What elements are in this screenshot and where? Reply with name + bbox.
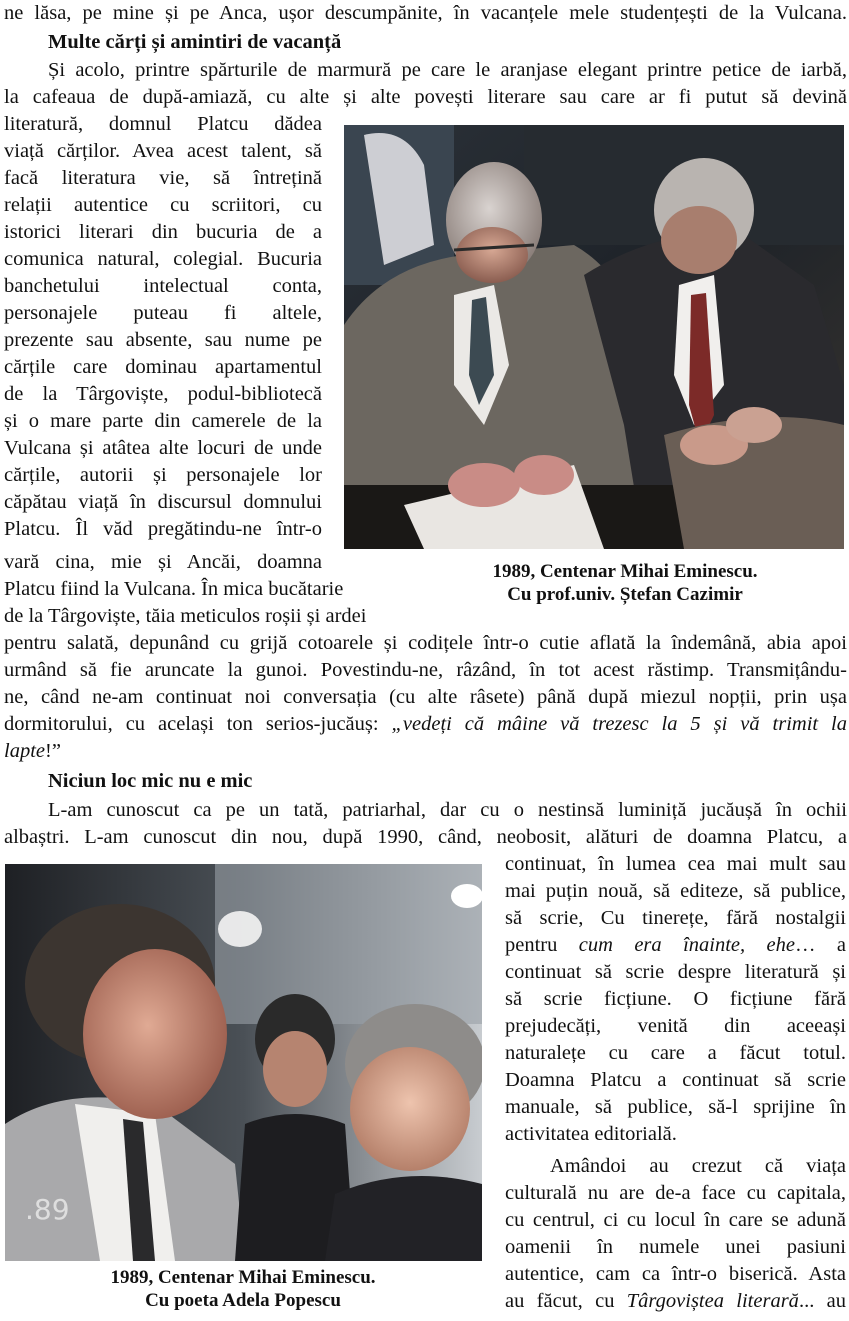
text-run: … a	[794, 934, 846, 956]
text-line: continuat, în lumea cea mai mult sau	[505, 853, 846, 875]
text-line: personajele puteau fi altele,	[4, 302, 322, 324]
text-run: au făcut, cu	[505, 1290, 627, 1312]
text-line: ne, când ne-am continuat noi conversația (cu alte râsete) până după miezul nopții, prin ușa	[4, 686, 847, 708]
text-line	[4, 738, 61, 764]
caption-line: 1989, Centenar Mihai Eminescu.	[492, 561, 758, 582]
text-line: manuale, să publice, să-l sprijine în	[505, 1096, 846, 1118]
text-line: mai puțin nouă, să editeze, să publice,	[505, 880, 846, 902]
text-line: căpătau viață în discursul domnului	[4, 491, 322, 513]
text-line	[505, 1288, 846, 1314]
text-line: relații autentice cu scriitori, cu	[4, 194, 322, 216]
text-line: istorici literari din bucuria de a	[4, 221, 322, 243]
section-heading: Niciun loc mic nu e mic	[48, 770, 253, 792]
section-heading: Multe cărți și amintiri de vacanță	[48, 31, 342, 53]
text-line: Platcu. Îl văd pregătindu-ne într-o	[4, 518, 322, 540]
photo-eminescu-centenary-popescu	[5, 864, 482, 1261]
quote-italic: lapte	[4, 740, 45, 762]
text-line: comunica natural, colegial. Bucuria	[4, 248, 322, 270]
caption-line: Cu poeta Adela Popescu	[145, 1290, 341, 1311]
photo-caption	[48, 1266, 438, 1312]
text-line: cu centrul, ci cu locul în care se adună	[505, 1209, 846, 1231]
text-run: pentru	[505, 934, 579, 956]
text-line: ne lăsa, pe mine și pe Anca, ușor descumpănite, în vacanțele mele studențești de la Vulcana.	[4, 2, 847, 24]
text-line: de la Târgoviște, podul-bibliotecă	[4, 383, 322, 405]
text-line: Vulcana și atâtea alte locuri de unde	[4, 437, 322, 459]
text-line: prezente sau absente, sau nume pe	[4, 329, 322, 351]
text-line: prejudecăți, venită din aceeași	[505, 1015, 846, 1037]
text-line: Și acolo, printre spărturile de marmură pe care le aranjase elegant printre petice de iarbă,	[48, 59, 847, 81]
text-line: cărțile care dominau apartamentul	[4, 356, 322, 378]
text-line: și o mare parte din camerele de la	[4, 410, 322, 432]
caption-line: Cu prof.univ. Ștefan Cazimir	[507, 584, 743, 605]
photo-eminescu-centenary-cazimir	[344, 125, 844, 549]
photo-caption	[430, 560, 820, 606]
text-line: Platcu fiind la Vulcana. În mica bucătarie	[4, 578, 344, 600]
text-line: să scrie, Cu tinerețe, fără nostalgii	[505, 907, 846, 929]
text-line: literatură, domnul Platcu dădea	[4, 113, 322, 135]
title-italic: Târgoviștea literară	[626, 1290, 799, 1312]
caption-line: 1989, Centenar Mihai Eminescu.	[110, 1267, 376, 1288]
text-run: ... au	[798, 1290, 846, 1312]
text-line	[505, 932, 846, 958]
text-line: la cafeaua de după-amiază, cu alte și alte povești literare sau care ar fi putut să devină	[4, 86, 847, 108]
quote-italic: „vedeți că mâine vă trezesc la 5 și vă trimit la	[391, 713, 847, 735]
text-line: albaștri. L-am cunoscut din nou, după 1990, când, neobosit, alături de doamna Platcu, a	[4, 826, 847, 848]
quote-italic: cum era înainte, ehe	[578, 934, 795, 956]
text-line: Amândoi au crezut că viața	[550, 1155, 846, 1177]
text-line: vară cina, mie și Ancăi, doamna	[4, 551, 322, 573]
text-line: facă literatura vie, să întrețină	[4, 167, 322, 189]
text-line: pentru salată, depunând cu grijă cotoarele și codițele într-o cutie aflată la îndemână, abia apoi	[4, 632, 847, 654]
text-line: autentice, cam ca într-o biserică. Asta	[505, 1263, 846, 1285]
text-line: naturalețe cu care a făcut totul.	[505, 1042, 846, 1064]
text-line	[4, 711, 847, 737]
text-line: Doamna Platcu a continuat să scrie	[505, 1069, 846, 1091]
text-line: oamenii în numele unei pasiuni	[505, 1236, 846, 1258]
text-line: urmând să fie aruncate la gunoi. Povestindu-ne, râzând, în tot acest răstimp. Transmițându-	[4, 659, 847, 681]
text-line: cărțile, autorii și personajele lor	[4, 464, 322, 486]
text-line: activitatea editorială.	[505, 1123, 677, 1145]
text-line: L-am cunoscut ca pe un tată, patriarhal, dar cu o nestinsă luminiță jucăușă în ochii	[48, 799, 847, 821]
text-line: de la Târgoviște, tăia meticulos roșii și ardei	[4, 605, 367, 627]
video-timestamp-overlay: .89	[25, 1193, 70, 1226]
text-line: să scrie ficțiune. O ficțiune fără	[505, 988, 846, 1010]
text-line: culturală nu are de-a face cu capitala,	[505, 1182, 846, 1204]
text-line: banchetului intelectual conta,	[4, 275, 322, 297]
text-run: dormitorului, cu același ton serios-jucăuș:	[4, 713, 392, 735]
text-line: viață cărților. Avea acest talent, să	[4, 140, 322, 162]
text-run: !”	[45, 740, 61, 762]
text-line: continuat să scrie despre literatură și	[505, 961, 846, 983]
